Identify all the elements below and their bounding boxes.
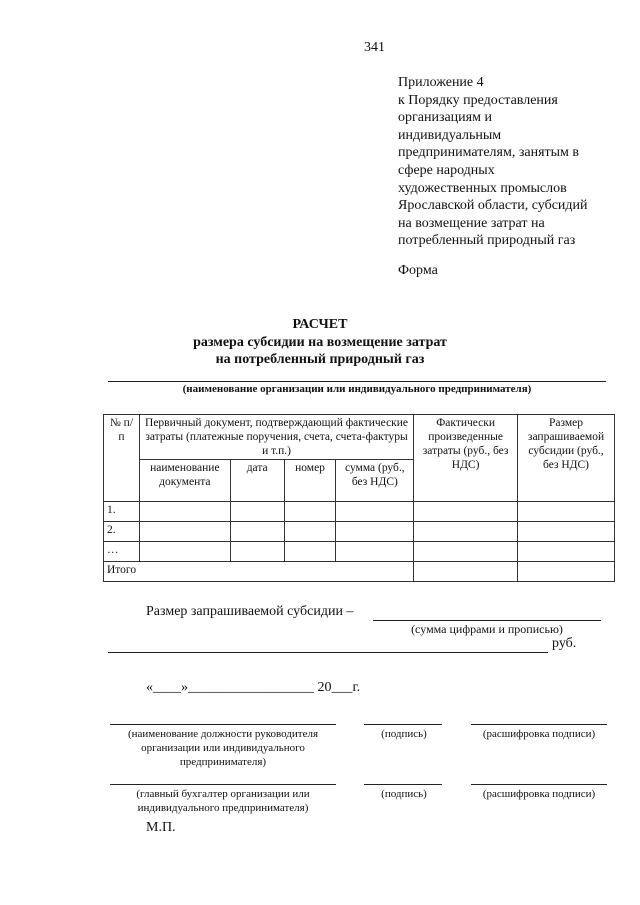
table-cell[interactable] [336,502,414,522]
subheader-date: дата [230,460,284,502]
accountant-field[interactable] [110,784,336,785]
table-row [104,502,615,522]
accountant-decoding-caption: (расшифровка подписи) [482,788,596,800]
row-number: 1. [104,502,140,522]
subsidy-caption: (сумма цифрами и прописью) [411,622,563,636]
subsidy-amount-field[interactable] [373,620,601,621]
table-row [104,542,615,562]
appendix-line: потребленный природный газ [398,233,576,249]
accountant-signature-caption: (подпись) [381,788,427,800]
accountant-signature-field[interactable] [364,784,442,785]
subsidy-label: Размер запрашиваемой субсидии – [146,604,354,619]
table-cell[interactable] [139,522,230,542]
calculation-table [103,414,615,582]
header-requested-subsidy: Размер запрашиваемой субсидии (руб., без НДС) [518,415,615,502]
table-total-row [104,562,615,582]
form-label: Форма [398,263,438,278]
table-row [104,522,615,542]
document-subtitle-2: на потребленный природный газ [215,352,425,367]
subheader-sum: сумма (руб., без НДС) [336,460,414,502]
table-cell[interactable] [414,522,518,542]
accountant-decoding-field[interactable] [471,784,607,785]
header-actual-costs: Фактически произведенные затраты (руб., без НДС) [414,415,518,502]
table-cell[interactable] [230,502,284,522]
appendix-line: Ярославской области, субсидий [398,198,588,214]
head-signature-field[interactable] [364,724,442,725]
appendix-line: Приложение 4 [398,75,484,90]
table-cell[interactable] [414,502,518,522]
page-number: 341 [364,40,385,55]
org-name-caption: (наименование организации или индивидуального предпринимателя) [182,383,532,395]
table-cell[interactable] [230,542,284,562]
header-num: № п/п [104,415,140,502]
table-cell[interactable] [139,542,230,562]
accountant-caption: (главный бухгалтер организации или индивидуального предпринимателя) [136,788,310,814]
table-cell[interactable] [336,522,414,542]
appendix-line: индивидуальным [398,127,502,143]
row-number: … [104,542,140,562]
appendix-line: организациям и [398,110,492,126]
table-cell[interactable] [139,502,230,522]
appendix-line: художественных промыслов [398,180,567,196]
subheader-doc-name: наименование документа [139,460,230,502]
head-position-caption: (наименование должности руководителя организации или индивидуального предпринимателя) [127,728,319,768]
subsidy-words-field[interactable] [108,652,548,653]
appendix-line: сфере народных [398,162,495,178]
head-decoding-caption: (расшифровка подписи) [482,728,596,740]
table-cell[interactable] [414,562,518,582]
subheader-number: номер [284,460,336,502]
total-label: Итого [104,562,414,582]
appendix-block [398,74,613,250]
table-cell[interactable] [414,542,518,562]
table-cell[interactable] [336,542,414,562]
head-position-field[interactable] [110,724,336,725]
table-cell[interactable] [518,562,615,582]
table-header-row [104,415,615,460]
table-cell[interactable] [518,502,615,522]
table-cell[interactable] [284,502,336,522]
appendix-line: к Порядку предоставления [398,92,558,108]
document-title: РАСЧЕТ [292,317,348,332]
appendix-line: на возмещение затрат на [398,215,545,231]
table-cell[interactable] [230,522,284,542]
stamp-label: М.П. [146,820,176,835]
table-cell[interactable] [284,522,336,542]
row-number: 2. [104,522,140,542]
date-field[interactable]: «____»__________________ 20___г. [146,680,361,695]
org-name-field[interactable] [108,381,606,382]
table-cell[interactable] [518,522,615,542]
header-primary-doc: Первичный документ, подтверждающий фактические затраты (платежные поручения, счета, счета-фактуры и т.п.) [139,415,413,460]
appendix-line: предпринимателям, занятым в [398,145,580,161]
table-cell[interactable] [518,542,615,562]
head-decoding-field[interactable] [471,724,607,725]
document-subtitle-1: размера субсидии на возмещение затрат [193,335,447,350]
table-cell[interactable] [284,542,336,562]
currency-label: руб. [552,636,577,651]
head-signature-caption: (подпись) [381,728,427,740]
